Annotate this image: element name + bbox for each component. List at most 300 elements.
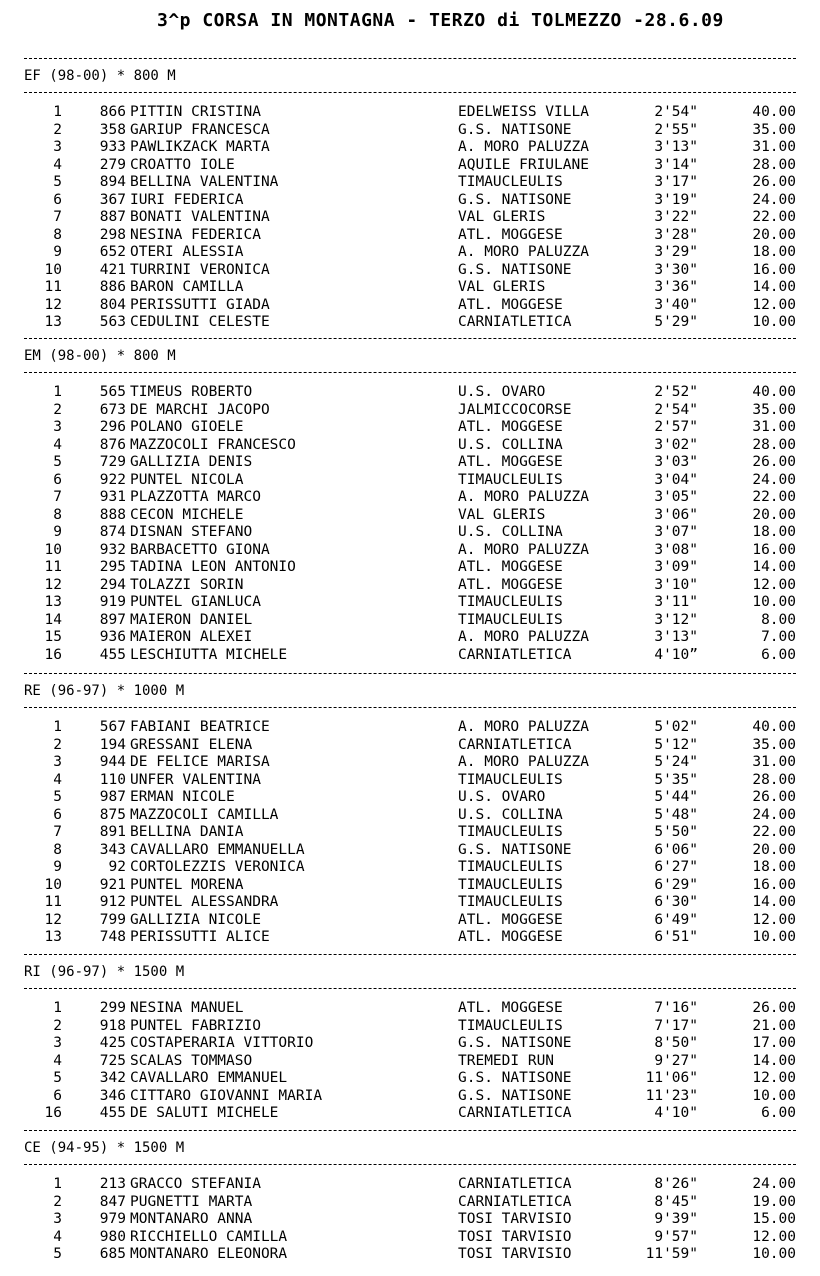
row-athlete-name: CAVALLARO EMMANUEL <box>130 1070 288 1086</box>
row-athlete-name: SCALAS TOMMASO <box>130 1052 253 1069</box>
page-title: 3^p CORSA IN MONTAGNA - TERZO di TOLMEZZO -28.6.09 <box>157 10 724 31</box>
row-athlete-name: PUNTEL FABRIZIO <box>130 1017 261 1034</box>
row-time: 5'35" <box>654 771 698 788</box>
row-position: 8 <box>53 841 62 858</box>
row-position: 4 <box>53 436 62 453</box>
row-points: 35.00 <box>752 401 796 418</box>
row-club: TREMEDI RUN <box>458 1052 555 1069</box>
row-time: 3'05" <box>654 489 698 505</box>
row-points: 35.00 <box>752 736 796 753</box>
row-bib-number: 213 <box>99 1176 126 1192</box>
row-time: 6'30" <box>654 894 698 910</box>
row-points: 8.00 <box>761 611 796 628</box>
row-club: U.S. OVARO <box>458 384 546 400</box>
row-time: 3'04" <box>654 471 698 488</box>
row-points: 20.00 <box>752 506 796 523</box>
row-position: 2 <box>53 736 62 753</box>
row-bib-number: 944 <box>99 754 126 770</box>
row-club: ATL. MOGGESE <box>458 226 563 243</box>
result-row <box>0 807 820 825</box>
row-club: G.S. NATISONE <box>458 1035 572 1051</box>
row-bib-number: 876 <box>99 436 126 453</box>
row-bib-number: 804 <box>99 296 126 313</box>
row-athlete-name: DE MARCHI JACOPO <box>130 401 270 418</box>
row-points: 10.00 <box>752 314 796 330</box>
row-points: 35.00 <box>752 121 796 138</box>
row-athlete-name: CEDULINI CELESTE <box>130 314 270 330</box>
row-position: 9 <box>53 244 62 260</box>
result-row <box>0 1246 820 1264</box>
row-club: A. MORO PALUZZA <box>458 719 589 735</box>
row-athlete-name: NESINA MANUEL <box>130 1000 244 1016</box>
row-club: ATL. MOGGESE <box>458 454 563 470</box>
row-position: 5 <box>53 789 62 805</box>
row-time: 3'12" <box>654 611 698 628</box>
row-position: 13 <box>44 929 62 945</box>
row-points: 18.00 <box>752 859 796 875</box>
row-athlete-name: POLANO GIOELE <box>130 419 244 435</box>
row-club: ATL. MOGGESE <box>458 296 563 313</box>
row-bib-number: 987 <box>99 789 126 805</box>
row-club: A. MORO PALUZZA <box>458 489 589 505</box>
section-divider <box>24 673 796 674</box>
row-athlete-name: CITTARO GIOVANNI MARIA <box>130 1087 323 1104</box>
row-athlete-name: NESINA FEDERICA <box>130 226 261 243</box>
result-row <box>0 524 820 542</box>
row-points: 18.00 <box>752 524 796 540</box>
row-points: 31.00 <box>752 419 796 435</box>
row-bib-number: 295 <box>99 559 126 575</box>
row-bib-number: 922 <box>99 471 126 488</box>
result-row <box>0 789 820 807</box>
row-position: 7 <box>53 489 62 505</box>
row-points: 24.00 <box>752 806 796 823</box>
row-position: 16 <box>44 1105 62 1121</box>
row-time: 8'45" <box>654 1193 698 1210</box>
row-bib-number: 918 <box>99 1017 126 1034</box>
row-time: 2'54" <box>654 401 698 418</box>
row-club: G.S. NATISONE <box>458 261 572 278</box>
row-position: 3 <box>53 1211 62 1227</box>
row-athlete-name: DISNAN STEFANO <box>130 524 253 540</box>
row-athlete-name: BARBACETTO GIONA <box>130 541 270 558</box>
row-bib-number: 298 <box>99 226 126 243</box>
result-row <box>0 929 820 947</box>
row-athlete-name: PUGNETTI MARTA <box>130 1193 253 1210</box>
row-club: AQUILE FRIULANE <box>458 156 589 173</box>
row-athlete-name: TOLAZZI SORIN <box>130 576 244 593</box>
row-bib-number: 455 <box>99 646 126 663</box>
row-club: TIMAUCLEULIS <box>458 1017 563 1034</box>
row-time: 3'08" <box>654 541 698 558</box>
row-time: 6'27" <box>654 859 698 875</box>
row-athlete-name: UNFER VALENTINA <box>130 771 261 788</box>
row-time: 9'39" <box>654 1211 698 1227</box>
row-club: G.S. NATISONE <box>458 841 572 858</box>
row-bib-number: 296 <box>99 419 126 435</box>
row-points: 7.00 <box>761 629 796 645</box>
row-bib-number: 92 <box>108 859 126 875</box>
row-athlete-name: ERMAN NICOLE <box>130 789 235 805</box>
row-points: 26.00 <box>752 789 796 805</box>
row-club: CARNIATLETICA <box>458 1105 572 1121</box>
row-bib-number: 299 <box>99 1000 126 1016</box>
row-bib-number: 874 <box>99 524 126 540</box>
row-points: 14.00 <box>752 559 796 575</box>
row-bib-number: 875 <box>99 806 126 823</box>
row-time: 3'40" <box>654 296 698 313</box>
result-row <box>0 279 820 297</box>
result-row <box>0 842 820 860</box>
row-bib-number: 979 <box>99 1211 126 1227</box>
row-points: 12.00 <box>752 1070 796 1086</box>
row-points: 31.00 <box>752 139 796 155</box>
row-points: 12.00 <box>752 911 796 928</box>
result-row <box>0 859 820 877</box>
row-position: 11 <box>44 279 62 295</box>
row-time: 5'24" <box>654 754 698 770</box>
row-club: CARNIATLETICA <box>458 314 572 330</box>
row-position: 3 <box>53 139 62 155</box>
row-time: 2'57" <box>654 419 698 435</box>
row-time: 5'02" <box>654 719 698 735</box>
row-time: 3'11" <box>654 594 698 610</box>
row-points: 16.00 <box>752 261 796 278</box>
row-club: U.S. OVARO <box>458 789 546 805</box>
row-athlete-name: MONTANARO ELEONORA <box>130 1246 288 1262</box>
section-divider <box>24 707 796 708</box>
row-position: 16 <box>44 646 62 663</box>
row-points: 14.00 <box>752 894 796 910</box>
row-points: 19.00 <box>752 1193 796 1210</box>
row-athlete-name: PUNTEL MORENA <box>130 876 244 893</box>
row-club: G.S. NATISONE <box>458 1070 572 1086</box>
row-bib-number: 567 <box>99 719 126 735</box>
row-bib-number: 725 <box>99 1052 126 1069</box>
row-club: CARNIATLETICA <box>458 1176 572 1192</box>
row-points: 26.00 <box>752 454 796 470</box>
row-athlete-name: CROATTO IOLE <box>130 156 235 173</box>
row-club: EDELWEISS VILLA <box>458 104 589 120</box>
row-athlete-name: RICCHIELLO CAMILLA <box>130 1228 288 1245</box>
row-points: 10.00 <box>752 1246 796 1262</box>
result-row <box>0 402 820 420</box>
row-bib-number: 565 <box>99 384 126 400</box>
section-divider <box>24 988 796 989</box>
row-athlete-name: CORTOLEZZIS VERONICA <box>130 859 305 875</box>
row-time: 7'17" <box>654 1017 698 1034</box>
row-bib-number: 932 <box>99 541 126 558</box>
result-row <box>0 542 820 560</box>
result-row <box>0 139 820 157</box>
row-position: 4 <box>53 1228 62 1245</box>
section-header: EF (98-00) * 800 M <box>24 68 176 84</box>
row-points: 10.00 <box>752 929 796 945</box>
result-row <box>0 1105 820 1123</box>
row-club: A. MORO PALUZZA <box>458 629 589 645</box>
row-bib-number: 343 <box>99 841 126 858</box>
row-athlete-name: TIMEUS ROBERTO <box>130 384 253 400</box>
row-position: 6 <box>53 471 62 488</box>
row-athlete-name: DE FELICE MARISA <box>130 754 270 770</box>
result-row <box>0 1229 820 1247</box>
row-bib-number: 685 <box>99 1246 126 1262</box>
row-time: 3'09" <box>654 559 698 575</box>
result-row <box>0 1018 820 1036</box>
row-position: 7 <box>53 824 62 840</box>
row-points: 10.00 <box>752 594 796 610</box>
row-time: 3'02" <box>654 436 698 453</box>
row-club: TIMAUCLEULIS <box>458 859 563 875</box>
row-club: A. MORO PALUZZA <box>458 139 589 155</box>
row-time: 4'10" <box>654 1105 698 1121</box>
row-bib-number: 563 <box>99 314 126 330</box>
row-position: 1 <box>53 1000 62 1016</box>
row-bib-number: 367 <box>99 191 126 208</box>
row-time: 3'36" <box>654 279 698 295</box>
row-athlete-name: DE SALUTI MICHELE <box>130 1105 279 1121</box>
row-bib-number: 886 <box>99 279 126 295</box>
row-time: 7'16" <box>654 1000 698 1016</box>
row-athlete-name: CAVALLARO EMMANUELLA <box>130 841 305 858</box>
section-divider <box>24 954 796 955</box>
row-club: TOSI TARVISIO <box>458 1211 572 1227</box>
row-bib-number: 921 <box>99 876 126 893</box>
row-club: ATL. MOGGESE <box>458 1000 563 1016</box>
row-points: 24.00 <box>752 471 796 488</box>
row-club: A. MORO PALUZZA <box>458 754 589 770</box>
row-club: CARNIATLETICA <box>458 646 572 663</box>
row-time: 2'52" <box>654 384 698 400</box>
row-bib-number: 194 <box>99 736 126 753</box>
row-time: 3'13" <box>654 629 698 645</box>
row-points: 40.00 <box>752 384 796 400</box>
row-bib-number: 980 <box>99 1228 126 1245</box>
row-time: 3'07" <box>654 524 698 540</box>
row-points: 20.00 <box>752 226 796 243</box>
row-points: 12.00 <box>752 296 796 313</box>
row-athlete-name: COSTAPERARIA VITTORIO <box>130 1035 314 1051</box>
section-header: EM (98-00) * 800 M <box>24 348 176 364</box>
row-position: 2 <box>53 401 62 418</box>
row-bib-number: 897 <box>99 611 126 628</box>
row-athlete-name: GRESSANI ELENA <box>130 736 253 753</box>
row-points: 6.00 <box>761 646 796 663</box>
row-points: 24.00 <box>752 191 796 208</box>
result-row <box>0 227 820 245</box>
row-time: 5'44" <box>654 789 698 805</box>
row-time: 6'06" <box>654 841 698 858</box>
row-position: 7 <box>53 209 62 225</box>
result-row <box>0 262 820 280</box>
row-athlete-name: GRACCO STEFANIA <box>130 1176 261 1192</box>
row-athlete-name: MAZZOCOLI FRANCESCO <box>130 436 296 453</box>
row-time: 9'27" <box>654 1052 698 1069</box>
result-row <box>0 894 820 912</box>
row-club: TIMAUCLEULIS <box>458 824 563 840</box>
row-position: 2 <box>53 121 62 138</box>
row-athlete-name: PERISSUTTI ALICE <box>130 929 270 945</box>
row-bib-number: 729 <box>99 454 126 470</box>
result-row <box>0 297 820 315</box>
row-position: 4 <box>53 1052 62 1069</box>
row-bib-number: 346 <box>99 1087 126 1104</box>
row-club: G.S. NATISONE <box>458 1087 572 1104</box>
row-club: ATL. MOGGESE <box>458 576 563 593</box>
row-athlete-name: GARIUP FRANCESCA <box>130 121 270 138</box>
row-points: 20.00 <box>752 841 796 858</box>
row-position: 2 <box>53 1193 62 1210</box>
row-time: 3'14" <box>654 156 698 173</box>
result-row <box>0 772 820 790</box>
row-bib-number: 342 <box>99 1070 126 1086</box>
row-club: ATL. MOGGESE <box>458 559 563 575</box>
result-row <box>0 559 820 577</box>
row-points: 31.00 <box>752 754 796 770</box>
row-club: U.S. COLLINA <box>458 524 563 540</box>
row-points: 21.00 <box>752 1017 796 1034</box>
row-club: JALMICCOCORSE <box>458 401 572 418</box>
row-time: 2'55" <box>654 121 698 138</box>
row-position: 5 <box>53 1246 62 1262</box>
row-club: TIMAUCLEULIS <box>458 174 563 190</box>
row-bib-number: 847 <box>99 1193 126 1210</box>
row-position: 6 <box>53 1087 62 1104</box>
row-bib-number: 894 <box>99 174 126 190</box>
row-points: 40.00 <box>752 104 796 120</box>
row-club: TIMAUCLEULIS <box>458 594 563 610</box>
row-position: 5 <box>53 1070 62 1086</box>
row-club: ATL. MOGGESE <box>458 929 563 945</box>
row-time: 3'06" <box>654 506 698 523</box>
row-time: 3'22" <box>654 209 698 225</box>
row-position: 12 <box>44 576 62 593</box>
row-club: A. MORO PALUZZA <box>458 244 589 260</box>
row-bib-number: 866 <box>99 104 126 120</box>
row-club: A. MORO PALUZZA <box>458 541 589 558</box>
row-club: ATL. MOGGESE <box>458 911 563 928</box>
row-athlete-name: OTERI ALESSIA <box>130 244 244 260</box>
row-points: 40.00 <box>752 719 796 735</box>
row-club: ATL. MOGGESE <box>458 419 563 435</box>
row-club: TIMAUCLEULIS <box>458 894 563 910</box>
row-club: VAL GLERIS <box>458 209 546 225</box>
row-points: 28.00 <box>752 436 796 453</box>
row-bib-number: 933 <box>99 139 126 155</box>
row-time: 3'03" <box>654 454 698 470</box>
row-athlete-name: PERISSUTTI GIADA <box>130 296 270 313</box>
result-row <box>0 719 820 737</box>
row-position: 1 <box>53 1176 62 1192</box>
row-bib-number: 912 <box>99 894 126 910</box>
row-time: 8'50" <box>654 1035 698 1051</box>
row-position: 5 <box>53 454 62 470</box>
row-athlete-name: CECON MICHELE <box>130 506 244 523</box>
section-header: CE (94-95) * 1500 M <box>24 1140 185 1156</box>
row-time: 11'23" <box>645 1087 698 1104</box>
row-club: U.S. COLLINA <box>458 806 563 823</box>
row-position: 1 <box>53 104 62 120</box>
result-row <box>0 507 820 525</box>
row-club: TIMAUCLEULIS <box>458 471 563 488</box>
row-points: 14.00 <box>752 1052 796 1069</box>
row-athlete-name: BARON CAMILLA <box>130 279 244 295</box>
row-position: 1 <box>53 384 62 400</box>
row-time: 3'10" <box>654 576 698 593</box>
row-athlete-name: MAZZOCOLI CAMILLA <box>130 806 279 823</box>
row-position: 14 <box>44 611 62 628</box>
row-time: 9'57" <box>654 1228 698 1245</box>
row-points: 14.00 <box>752 279 796 295</box>
row-club: TOSI TARVISIO <box>458 1228 572 1245</box>
row-athlete-name: TURRINI VERONICA <box>130 261 270 278</box>
row-position: 6 <box>53 806 62 823</box>
result-row <box>0 472 820 490</box>
row-position: 11 <box>44 559 62 575</box>
row-time: 2'54" <box>654 104 698 120</box>
row-time: 6'51" <box>654 929 698 945</box>
result-row <box>0 594 820 612</box>
row-points: 24.00 <box>752 1176 796 1192</box>
row-club: VAL GLERIS <box>458 506 546 523</box>
section-divider <box>24 1130 796 1131</box>
row-athlete-name: LESCHIUTTA MICHELE <box>130 646 288 663</box>
row-time: 6'49" <box>654 911 698 928</box>
result-row <box>0 912 820 930</box>
row-time: 11'06" <box>645 1070 698 1086</box>
row-time: 3'19" <box>654 191 698 208</box>
row-points: 12.00 <box>752 1228 796 1245</box>
row-points: 17.00 <box>752 1035 796 1051</box>
result-row <box>0 122 820 140</box>
row-points: 22.00 <box>752 209 796 225</box>
row-bib-number: 887 <box>99 209 126 225</box>
row-points: 10.00 <box>752 1087 796 1104</box>
row-position: 10 <box>44 541 62 558</box>
result-row <box>0 174 820 192</box>
row-position: 1 <box>53 719 62 735</box>
row-athlete-name: BELLINA VALENTINA <box>130 174 279 190</box>
row-bib-number: 425 <box>99 1035 126 1051</box>
section-divider <box>24 58 796 59</box>
row-points: 28.00 <box>752 771 796 788</box>
row-athlete-name: GALLIZIA NICOLE <box>130 911 261 928</box>
row-position: 2 <box>53 1017 62 1034</box>
result-row <box>0 454 820 472</box>
row-position: 9 <box>53 524 62 540</box>
result-row <box>0 209 820 227</box>
row-position: 5 <box>53 174 62 190</box>
row-position: 11 <box>44 894 62 910</box>
row-time: 3'17" <box>654 174 698 190</box>
row-points: 26.00 <box>752 174 796 190</box>
row-points: 15.00 <box>752 1211 796 1227</box>
row-points: 12.00 <box>752 576 796 593</box>
result-row <box>0 314 820 332</box>
row-points: 26.00 <box>752 1000 796 1016</box>
row-athlete-name: GALLIZIA DENIS <box>130 454 253 470</box>
row-position: 4 <box>53 156 62 173</box>
row-time: 8'26" <box>654 1176 698 1192</box>
result-row <box>0 192 820 210</box>
result-row <box>0 419 820 437</box>
row-points: 28.00 <box>752 156 796 173</box>
row-position: 10 <box>44 261 62 278</box>
row-athlete-name: MAIERON ALEXEI <box>130 629 253 645</box>
result-row <box>0 1176 820 1194</box>
result-row <box>0 157 820 175</box>
result-row <box>0 877 820 895</box>
